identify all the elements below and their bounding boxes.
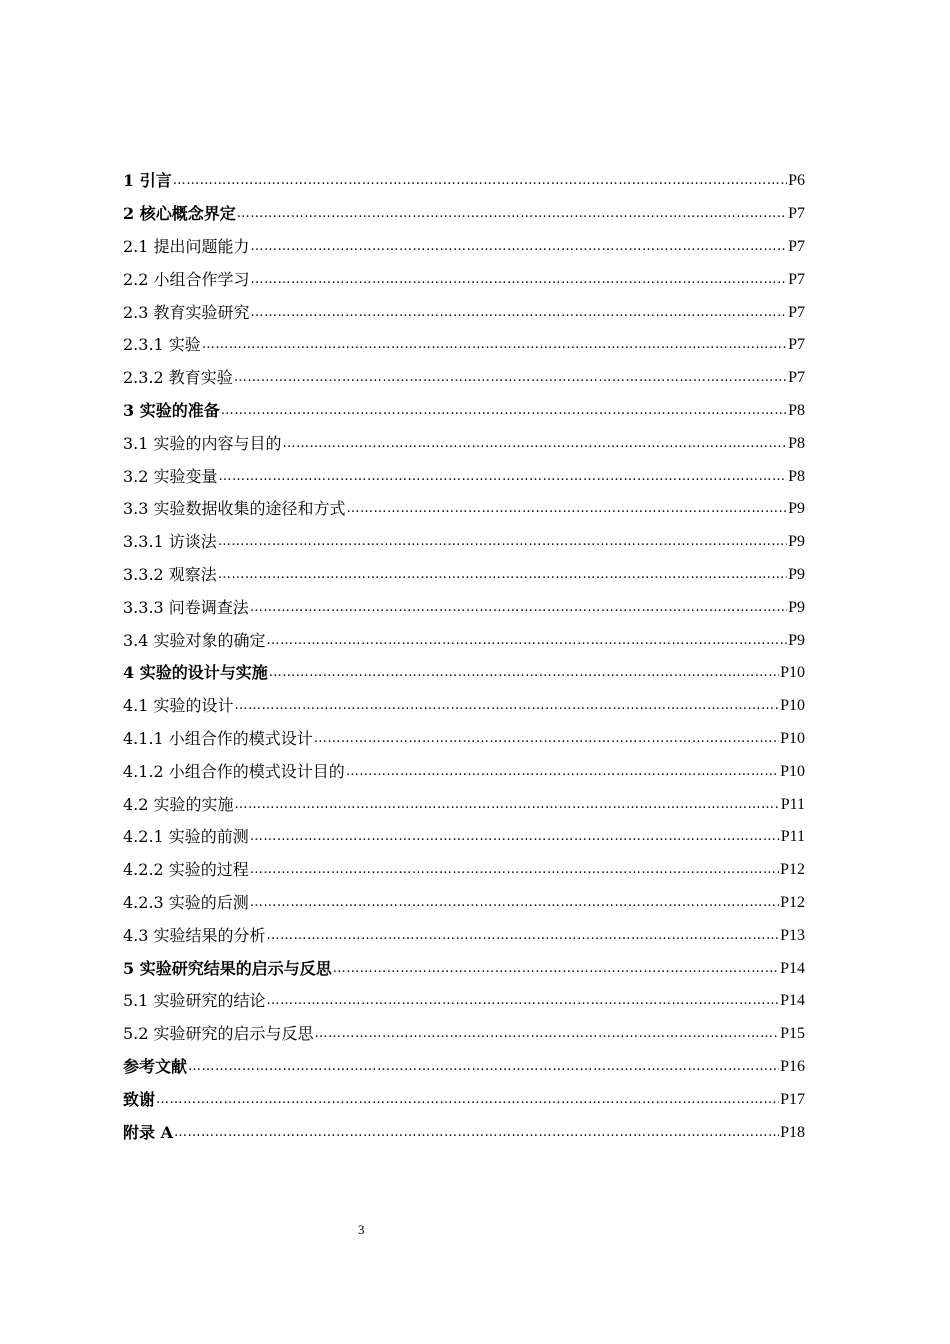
toc-entry[interactable] xyxy=(123,657,805,690)
toc-entry-page: P18 xyxy=(780,1123,805,1141)
toc-entry[interactable] xyxy=(123,985,805,1018)
dot-leader xyxy=(156,1092,779,1108)
toc-entry-page: P16 xyxy=(780,1057,805,1075)
toc-entry-page: P17 xyxy=(780,1090,805,1108)
dot-leader xyxy=(251,272,788,288)
toc-entry-page: P9 xyxy=(788,631,805,649)
toc-entry-page: P7 xyxy=(788,303,805,321)
toc-entry-title: 3.3.3 问卷调查法 xyxy=(123,597,249,617)
toc-entry[interactable] xyxy=(123,362,805,395)
toc-entry-page: P7 xyxy=(788,270,805,288)
toc-entry-title: 3.1 实验的内容与目的 xyxy=(123,433,282,453)
toc-entry[interactable] xyxy=(123,952,805,985)
dot-leader xyxy=(346,764,779,780)
toc-entry-title: 2.3 教育实验研究 xyxy=(123,302,250,322)
toc-entry-title: 3.3.2 观察法 xyxy=(123,564,217,584)
toc-entry[interactable] xyxy=(123,329,805,362)
toc-entry-page: P6 xyxy=(788,172,805,190)
table-of-contents xyxy=(123,165,805,1149)
toc-entry[interactable] xyxy=(123,1051,805,1084)
toc-entry-title: 2.3.1 实验 xyxy=(123,335,201,355)
toc-entry-page: P10 xyxy=(780,664,805,682)
toc-entry-page: P14 xyxy=(780,992,805,1010)
dot-leader xyxy=(221,403,787,419)
toc-entry[interactable] xyxy=(123,755,805,788)
dot-leader xyxy=(174,1125,779,1141)
toc-entry[interactable] xyxy=(123,231,805,264)
toc-entry-title: 3.3.1 访谈法 xyxy=(123,532,217,552)
toc-entry-title: 5.2 实验研究的启示与反思 xyxy=(123,1024,314,1044)
dot-leader xyxy=(267,928,780,944)
dot-leader xyxy=(219,469,788,485)
toc-entry-page: P9 xyxy=(788,598,805,616)
dot-leader xyxy=(234,370,787,386)
dot-leader xyxy=(235,698,780,714)
dot-leader xyxy=(173,173,787,189)
dot-leader xyxy=(283,436,788,452)
toc-entry-title: 4.2 实验的实施 xyxy=(123,794,234,814)
toc-entry-title: 2.3.2 教育实验 xyxy=(123,368,233,388)
toc-entry-page: P10 xyxy=(780,697,805,715)
toc-entry-title: 4.1.2 小组合作的模式设计目的 xyxy=(123,761,345,781)
dot-leader xyxy=(218,534,787,550)
toc-entry-page: P7 xyxy=(788,336,805,354)
toc-entry[interactable] xyxy=(123,395,805,428)
toc-entry-title: 4.1 实验的设计 xyxy=(123,696,234,716)
toc-entry-title: 4.1.1 小组合作的模式设计 xyxy=(123,728,313,748)
toc-entry[interactable] xyxy=(123,493,805,526)
toc-entry-page: P8 xyxy=(788,401,805,419)
toc-entry-title: 1 引言 xyxy=(123,171,172,191)
toc-entry-title: 2.1 提出问题能力 xyxy=(123,236,250,256)
dot-leader xyxy=(235,797,780,813)
dot-leader xyxy=(315,1026,780,1042)
toc-entry-title: 3.2 实验变量 xyxy=(123,466,218,486)
dot-leader xyxy=(237,206,787,222)
toc-entry-page: P9 xyxy=(788,565,805,583)
toc-entry-title: 4 实验的设计与实施 xyxy=(123,663,268,683)
toc-entry[interactable] xyxy=(123,526,805,559)
toc-entry[interactable] xyxy=(123,1083,805,1116)
toc-entry-page: P9 xyxy=(788,500,805,518)
toc-entry-page: P13 xyxy=(780,926,805,944)
dot-leader xyxy=(251,239,788,255)
dot-leader xyxy=(218,567,787,583)
toc-entry-page: P9 xyxy=(788,533,805,551)
toc-entry[interactable] xyxy=(123,1018,805,1051)
toc-entry-title: 致谢 xyxy=(123,1089,156,1109)
toc-entry-page: P7 xyxy=(788,237,805,255)
toc-entry[interactable] xyxy=(123,427,805,460)
toc-entry-page: P11 xyxy=(780,828,805,846)
toc-entry-title: 4.2.3 实验的后测 xyxy=(123,892,249,912)
toc-entry-page: P12 xyxy=(780,861,805,879)
toc-entry[interactable] xyxy=(123,296,805,329)
toc-entry[interactable] xyxy=(123,690,805,723)
dot-leader xyxy=(202,337,787,353)
toc-entry-page: P8 xyxy=(788,467,805,485)
toc-entry-title: 4.2.1 实验的前测 xyxy=(123,827,249,847)
toc-entry[interactable] xyxy=(123,788,805,821)
dot-leader xyxy=(250,862,779,878)
toc-entry-title: 4.3 实验结果的分析 xyxy=(123,925,266,945)
toc-entry-page: P10 xyxy=(780,762,805,780)
toc-entry[interactable] xyxy=(123,1116,805,1149)
toc-entry-title: 2 核心概念界定 xyxy=(123,204,236,224)
page-number: 3 xyxy=(358,1222,365,1237)
toc-entry[interactable] xyxy=(123,591,805,624)
toc-entry[interactable] xyxy=(123,854,805,887)
toc-entry-page: P14 xyxy=(780,959,805,977)
toc-entry-page: P10 xyxy=(780,729,805,747)
dot-leader xyxy=(269,665,779,681)
toc-entry-title: 3.4 实验对象的确定 xyxy=(123,630,266,650)
toc-entry-page: P7 xyxy=(788,205,805,223)
dot-leader xyxy=(333,961,779,977)
toc-entry[interactable] xyxy=(123,887,805,920)
toc-entry[interactable] xyxy=(123,263,805,296)
dot-leader xyxy=(250,829,780,845)
toc-entry-title: 参考文献 xyxy=(123,1056,188,1076)
dot-leader xyxy=(267,993,780,1009)
toc-entry[interactable] xyxy=(123,821,805,854)
toc-entry-title: 附录 A xyxy=(123,1122,173,1142)
dot-leader xyxy=(314,731,779,747)
toc-entry-title: 4.2.2 实验的过程 xyxy=(123,860,249,880)
toc-entry-title: 2.2 小组合作学习 xyxy=(123,269,250,289)
toc-entry-page: P8 xyxy=(788,434,805,452)
toc-entry-page: P15 xyxy=(780,1025,805,1043)
toc-entry[interactable] xyxy=(123,723,805,756)
toc-entry-title: 3.3 实验数据收集的途径和方式 xyxy=(123,499,346,519)
dot-leader xyxy=(251,305,788,321)
toc-entry-page: P12 xyxy=(780,893,805,911)
toc-entry-title: 5 实验研究结果的启示与反思 xyxy=(123,958,332,978)
dot-leader xyxy=(347,501,788,517)
toc-entry-title: 5.1 实验研究的结论 xyxy=(123,991,266,1011)
dot-leader xyxy=(188,1059,779,1075)
toc-entry-page: P11 xyxy=(780,795,805,813)
toc-entry[interactable] xyxy=(123,919,805,952)
toc-entry[interactable] xyxy=(123,165,805,198)
toc-entry-title: 3 实验的准备 xyxy=(123,400,220,420)
toc-entry[interactable] xyxy=(123,460,805,493)
toc-entry[interactable] xyxy=(123,624,805,657)
toc-entry-page: P7 xyxy=(788,369,805,387)
dot-leader xyxy=(267,633,788,649)
toc-entry[interactable] xyxy=(123,198,805,231)
dot-leader xyxy=(250,600,787,616)
dot-leader xyxy=(250,895,779,911)
toc-entry[interactable] xyxy=(123,559,805,592)
